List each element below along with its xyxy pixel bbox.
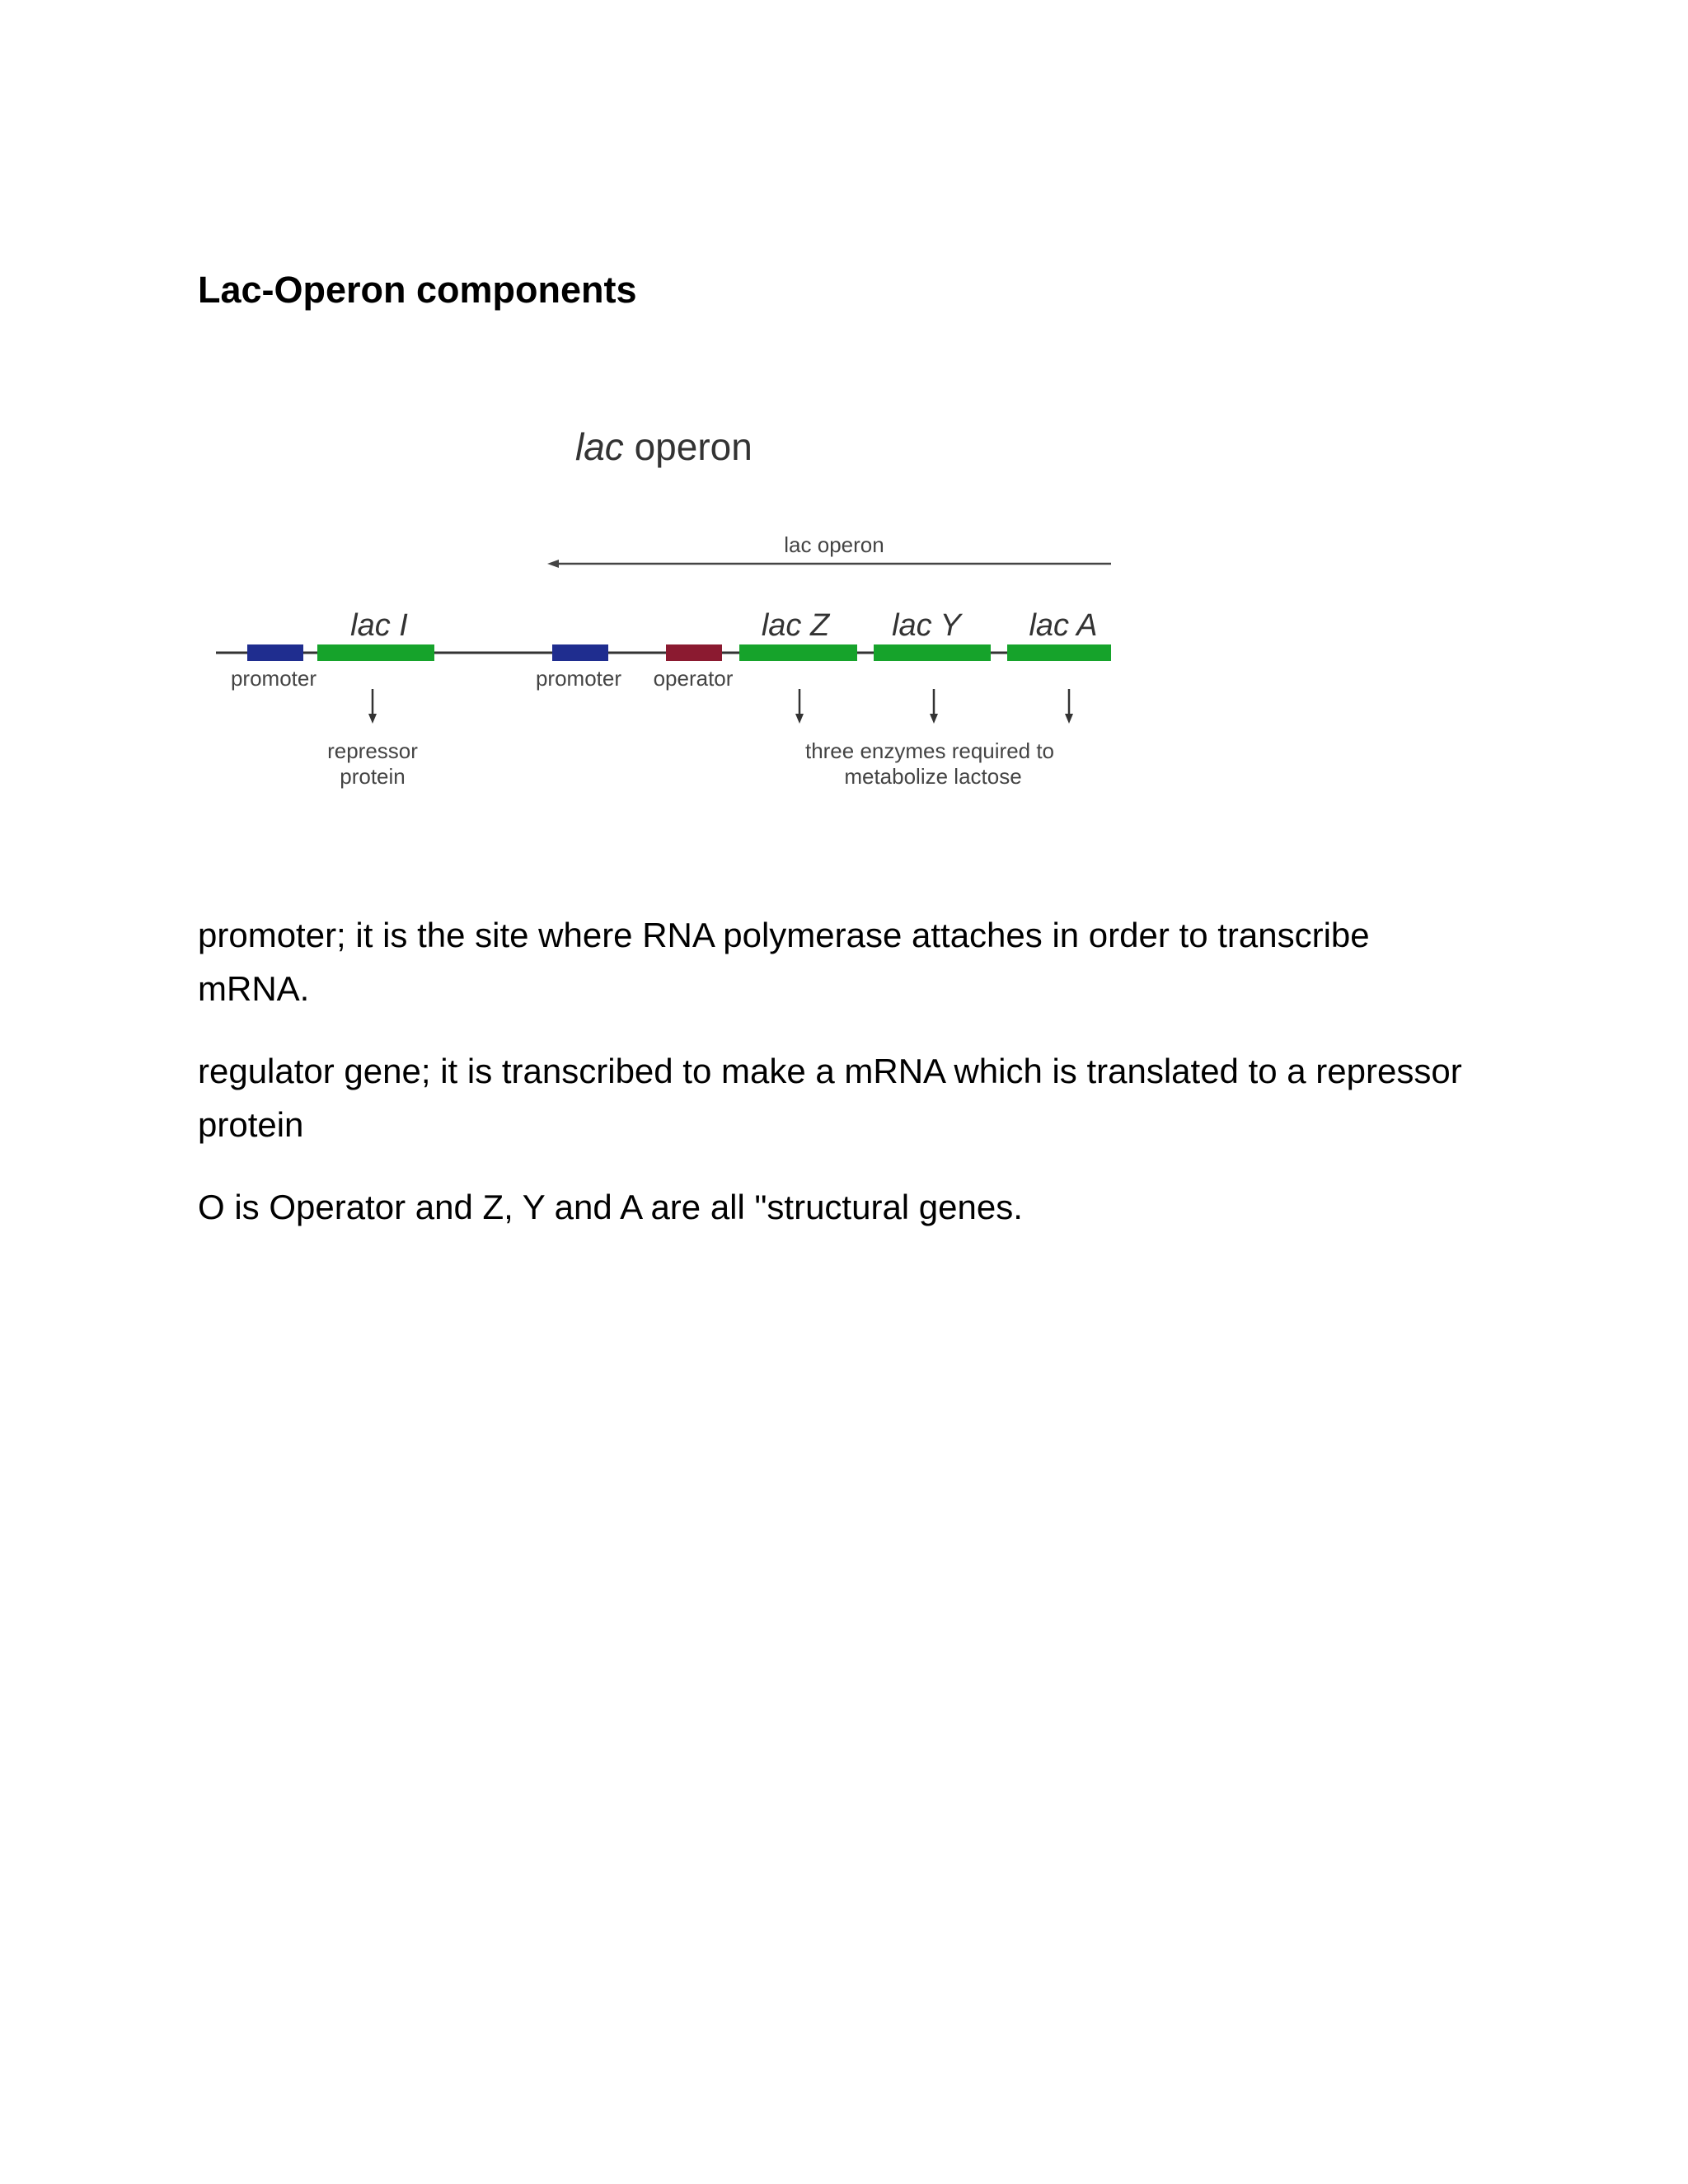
lac-y-label: lac Y — [892, 608, 961, 643]
lac-i-label: lac I — [350, 608, 408, 643]
lac-i-block — [317, 644, 434, 661]
promoter-left-label: promoter — [230, 666, 317, 691]
repressor-label-line2: protein — [340, 764, 406, 789]
promoter-left-block — [247, 644, 303, 661]
lac-z-block — [739, 644, 857, 661]
lac-operon-diagram — [0, 0, 1688, 907]
lac-a-block — [1007, 644, 1111, 661]
enzymes-label-line2: metabolize lactose — [844, 764, 1022, 789]
operator-block — [666, 644, 722, 661]
promoter-paragraph: promoter; it is the site where RNA polymerase attaches in order to transcribe mRNA. — [198, 916, 1370, 1008]
enzymes-label-line1: three enzymes required to — [804, 738, 1055, 763]
lac-y-block — [874, 644, 991, 661]
page-title: Lac-Operon components — [198, 269, 637, 311]
repressor-label-line1: repressor — [327, 738, 418, 763]
diagram-heading-italic: lac — [575, 425, 624, 468]
operator-label: operator — [653, 666, 734, 691]
operon-span-arrowhead — [547, 560, 559, 568]
structural-genes-paragraph: O is Operator and Z, Y and A are all "structural genes. — [198, 1188, 1023, 1226]
lac-y-arrowhead — [930, 714, 938, 724]
diagram-heading — [575, 425, 753, 468]
operon-span-label: lac operon — [784, 532, 884, 557]
lac-z-label: lac Z — [761, 608, 830, 643]
diagram-heading-rest: operon — [623, 425, 753, 468]
promoter-right-label: promoter — [535, 666, 622, 691]
lac-a-arrowhead — [1065, 714, 1073, 724]
lac-i-arrowhead — [368, 714, 377, 724]
promoter-right-block — [552, 644, 608, 661]
lac-z-arrowhead — [795, 714, 804, 724]
regulator-gene-paragraph: regulator gene; it is transcribed to make a mRNA which is translated to a repressor protein — [198, 1052, 1462, 1144]
lac-a-label: lac A — [1029, 608, 1098, 643]
